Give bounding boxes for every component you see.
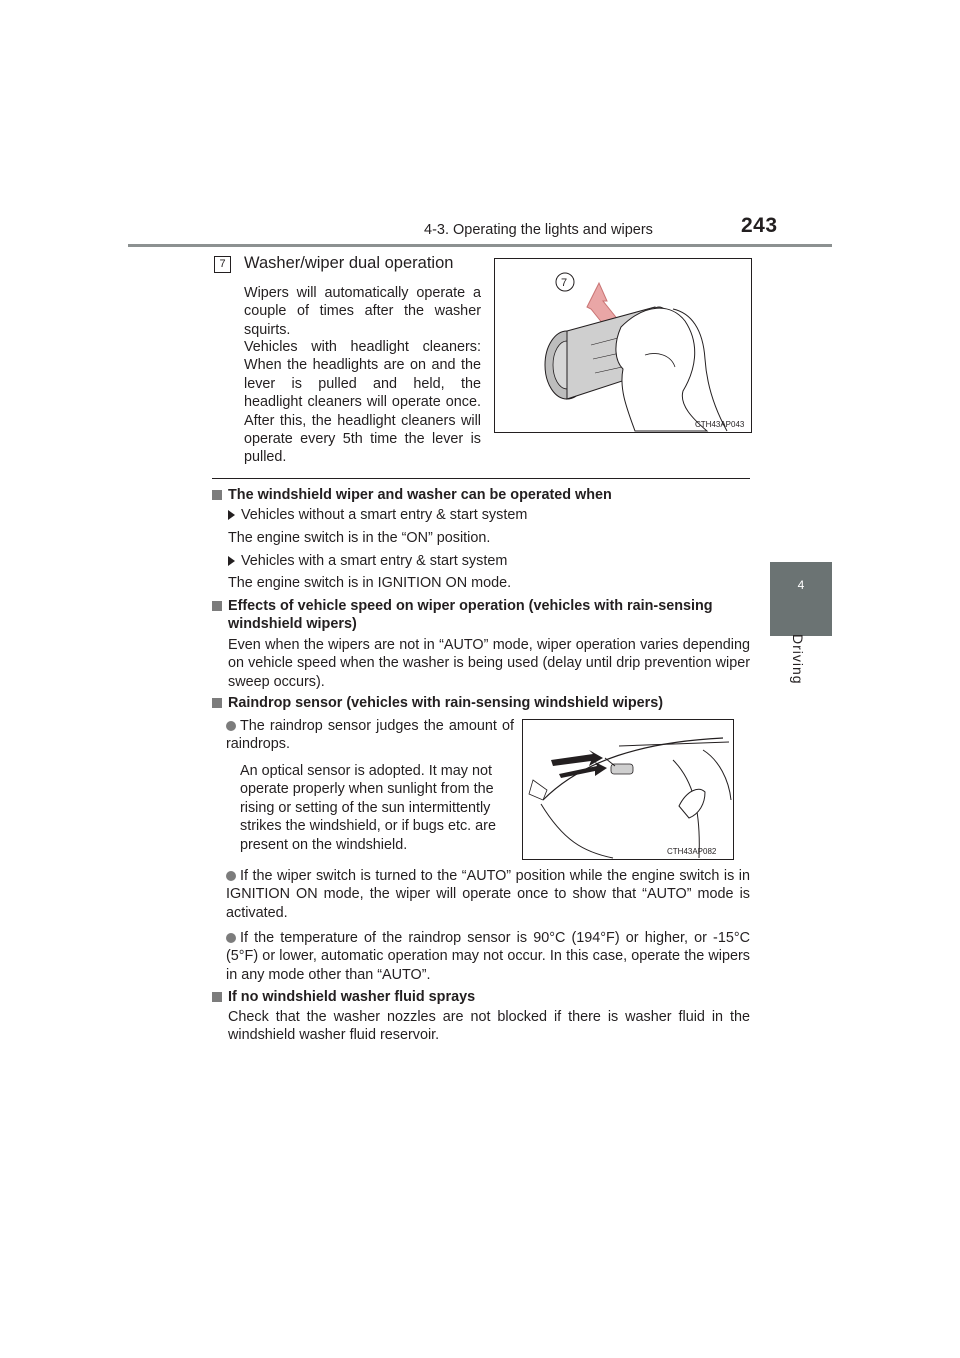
windshield-illustration	[523, 720, 733, 859]
wiper-lever-illustration	[495, 259, 751, 432]
bullet-raindrop-amount: The raindrop sensor judges the amount of raindrops.	[226, 718, 514, 753]
section-heading-vehicle-speed: Effects of vehicle speed on wiper operation (vehicles with rain-sensing windshield wipers)	[212, 597, 750, 634]
text-engine-on: The engine switch is in the “ON” position.	[228, 530, 491, 546]
square-bullet-icon	[212, 601, 222, 611]
section-heading-operated-when: The windshield wiper and washer can be operated when	[212, 486, 612, 504]
triangle-bullet-icon	[228, 510, 235, 520]
chapter-tab-number: 4	[797, 578, 805, 592]
figure-callout-label: 7	[561, 277, 568, 289]
chapter-tab-label: Driving	[790, 634, 806, 685]
page-number: 243	[741, 214, 778, 237]
text-optical-sensor: An optical sensor is adopted. It may not operate properly when sunlight from the rising or setting of the sun intermittently strikes the windshield, or if bugs etc. are present on the windshield.	[240, 763, 496, 853]
running-header-section: 4-3. Operating the lights and wipers	[424, 222, 653, 238]
text-no-fluid: Check that the washer nozzles are not blocked if there is washer fluid in the windshield washer fluid reservoir.	[228, 1009, 750, 1044]
round-bullet-icon	[226, 871, 236, 881]
figure-wiper-lever	[494, 258, 752, 433]
chapter-tab	[770, 562, 832, 636]
section-heading-no-fluid: If no windshield washer fluid sprays	[212, 988, 475, 1006]
square-bullet-icon	[212, 490, 222, 500]
item-paragraph-1: Wipers will automatically operate a couple of times after the washer squirts.	[244, 285, 481, 338]
section-heading-raindrop-sensor: Raindrop sensor (vehicles with rain-sensing windshield wipers)	[212, 694, 663, 712]
figure-raindrop-sensor	[522, 719, 734, 860]
header-rule	[128, 244, 832, 247]
round-bullet-icon	[226, 933, 236, 943]
item-title: Washer/wiper dual operation	[244, 254, 454, 272]
bullet-auto-position: If the wiper switch is turned to the “AUTO” position while the engine switch is in IGNITION ON mode, the wiper will operate once to show that “AUTO” mode is activated.	[226, 868, 750, 921]
text-vehicle-speed: Even when the wipers are not in “AUTO” mode, wiper operation varies depending on vehicle speed when the washer is being used (delay until drip prevention wiper sweep occurs).	[228, 637, 750, 690]
triangle-bullet-icon	[228, 556, 235, 566]
sub-item-without-smart-entry: Vehicles without a smart entry & start system	[228, 506, 527, 524]
bullet-temperature: If the temperature of the raindrop sensor is 90°C (194°F) or higher, or -15°C (5°F) or lower, automatic operation may not occur. In this case, operate the wipers in any mode other than “AUTO”.	[226, 930, 750, 983]
item-paragraph-2: Vehicles with headlight cleaners: When the headlights are on and the lever is pulled and held, the headlight cleaners will operate once. After this, the headlight cleaners will operate every 5th time the lever is pulled.	[244, 339, 481, 466]
sub-item-with-smart-entry: Vehicles with a smart entry & start system	[228, 552, 507, 570]
text-ignition-on: The engine switch is in IGNITION ON mode.	[228, 575, 512, 591]
item-number-box: 7	[214, 256, 231, 273]
figure-code: CTH43AP043	[695, 420, 745, 429]
figure-code: CTH43AP082	[667, 847, 717, 856]
section-rule	[212, 478, 750, 479]
square-bullet-icon	[212, 992, 222, 1002]
round-bullet-icon	[226, 721, 236, 731]
square-bullet-icon	[212, 698, 222, 708]
